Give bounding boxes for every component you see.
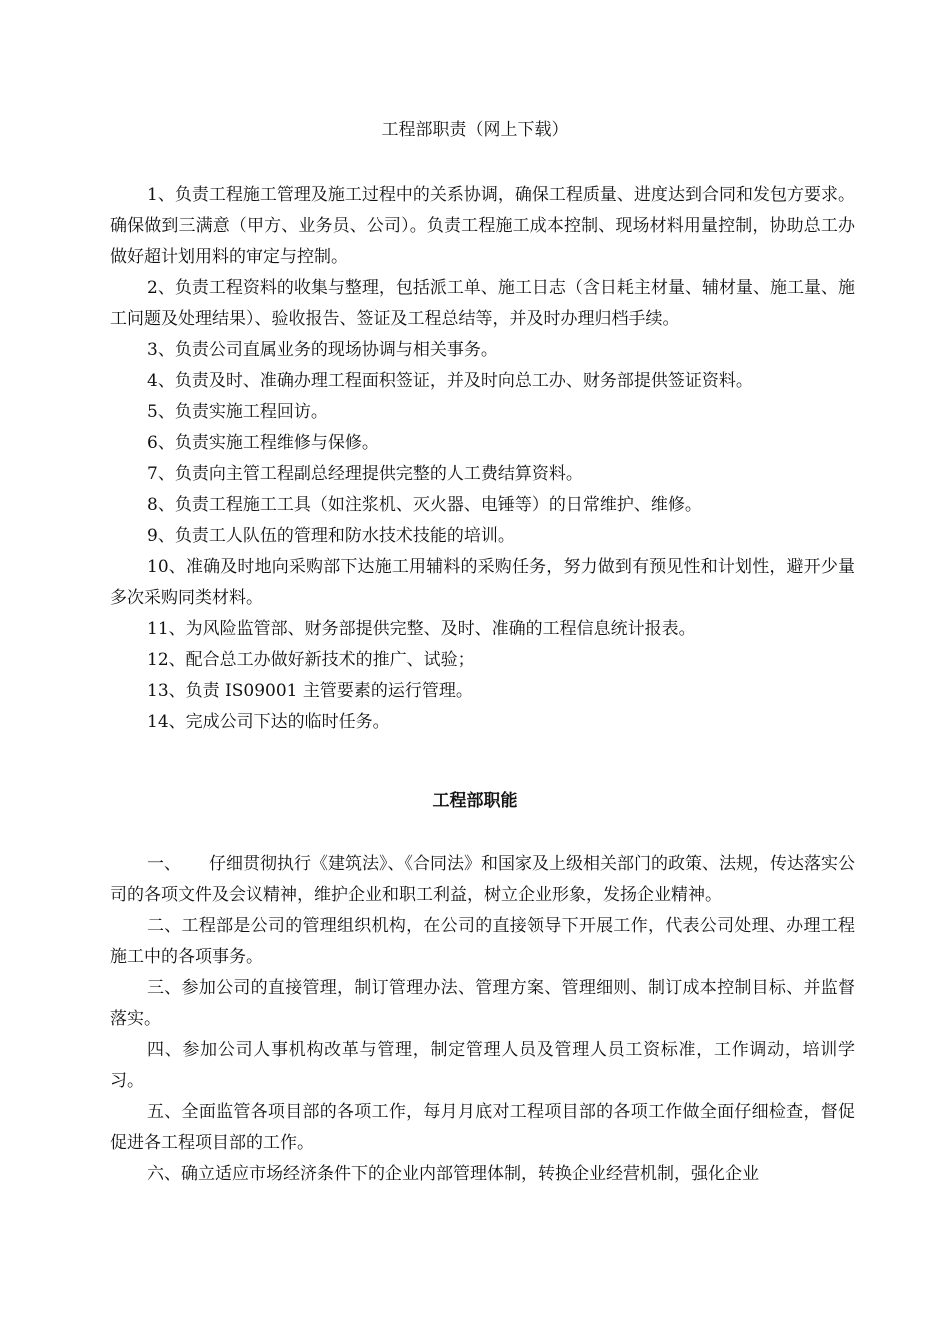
duty-item-4: 4、负责及时、准确办理工程面积签证，并及时向总工办、财务部提供签证资料。 bbox=[147, 371, 753, 391]
duty-item-14: 14、完成公司下达的临时任务。 bbox=[147, 712, 390, 732]
function-item-1 bbox=[110, 849, 855, 911]
function-item-2: 二、工程部是公司的管理组织机构，在公司的直接领导下开展工作，代表公司处理、办理工程施工中的各项事务。 bbox=[110, 916, 855, 967]
duty-item-10: 10、准确及时地向采购部下达施工用辅料的采购任务，努力做到有预见性和计划性，避开少量多次采购同类材料。 bbox=[110, 557, 855, 608]
function-item-1-text: 仔细贯彻执行《建筑法》、《合同法》和国家及上级相关部门的政策、法规，传达落实公司的各项文件及会议精神，维护企业和职工利益，树立企业形象，发扬企业精神。 bbox=[110, 854, 855, 905]
duty-item-13: 13、负责 IS09001 主管要素的运行管理。 bbox=[147, 681, 473, 701]
function-item-6: 六、确立适应市场经济条件下的企业内部管理体制，转换企业经营机制，强化企业 bbox=[147, 1164, 759, 1184]
function-item-4: 四、参加公司人事机构改革与管理，制定管理人员及管理人员工资标准，工作调动，培训学习。 bbox=[110, 1040, 855, 1091]
duty-item-7: 7、负责向主管工程副总经理提供完整的人工费结算资料。 bbox=[147, 464, 583, 484]
duty-item-9: 9、负责工人队伍的管理和防水技术技能的培训。 bbox=[147, 526, 515, 546]
duty-item-1: 1、负责工程施工管理及施工过程中的关系协调，确保工程质量、进度达到合同和发包方要求。确保做到三满意（甲方、业务员、公司）。负责工程施工成本控制、现场材料用量控制，协助总工办做好超计划用料的审定与控制。 bbox=[110, 185, 855, 267]
functions-heading: 工程部职能 bbox=[432, 791, 518, 811]
functions-list bbox=[110, 849, 855, 1190]
function-item-5: 五、全面监管各项目部的各项工作，每月月底对工程项目部的各项工作做全面仔细检查，督促促进各工程项目部的工作。 bbox=[110, 1102, 855, 1153]
duty-item-8: 8、负责工程施工工具（如注浆机、灭火器、电锤等）的日常维护、维修。 bbox=[147, 495, 702, 515]
page-title: 工程部职责（网上下载） bbox=[381, 120, 569, 140]
duty-item-5: 5、负责实施工程回访。 bbox=[147, 402, 328, 422]
duty-item-3: 3、负责公司直属业务的现场协调与相关事务。 bbox=[147, 340, 498, 360]
duty-item-12: 12、配合总工办做好新技术的推广、试验； bbox=[147, 650, 475, 670]
duties-list bbox=[110, 180, 855, 738]
function-item-1-marker: 一、 bbox=[147, 854, 181, 874]
duty-item-6: 6、负责实施工程维修与保修。 bbox=[147, 433, 379, 453]
duty-item-11: 11、为风险监管部、财务部提供完整、及时、准确的工程信息统计报表。 bbox=[147, 619, 696, 639]
duty-item-2: 2、负责工程资料的收集与整理，包括派工单、施工日志（含日耗主材量、辅材量、施工量、施工问题及处理结果）、验收报告、签证及工程总结等，并及时办理归档手续。 bbox=[110, 278, 855, 329]
function-item-3: 三、参加公司的直接管理，制订管理办法、管理方案、管理细则、制订成本控制目标、并监督落实。 bbox=[110, 978, 855, 1029]
